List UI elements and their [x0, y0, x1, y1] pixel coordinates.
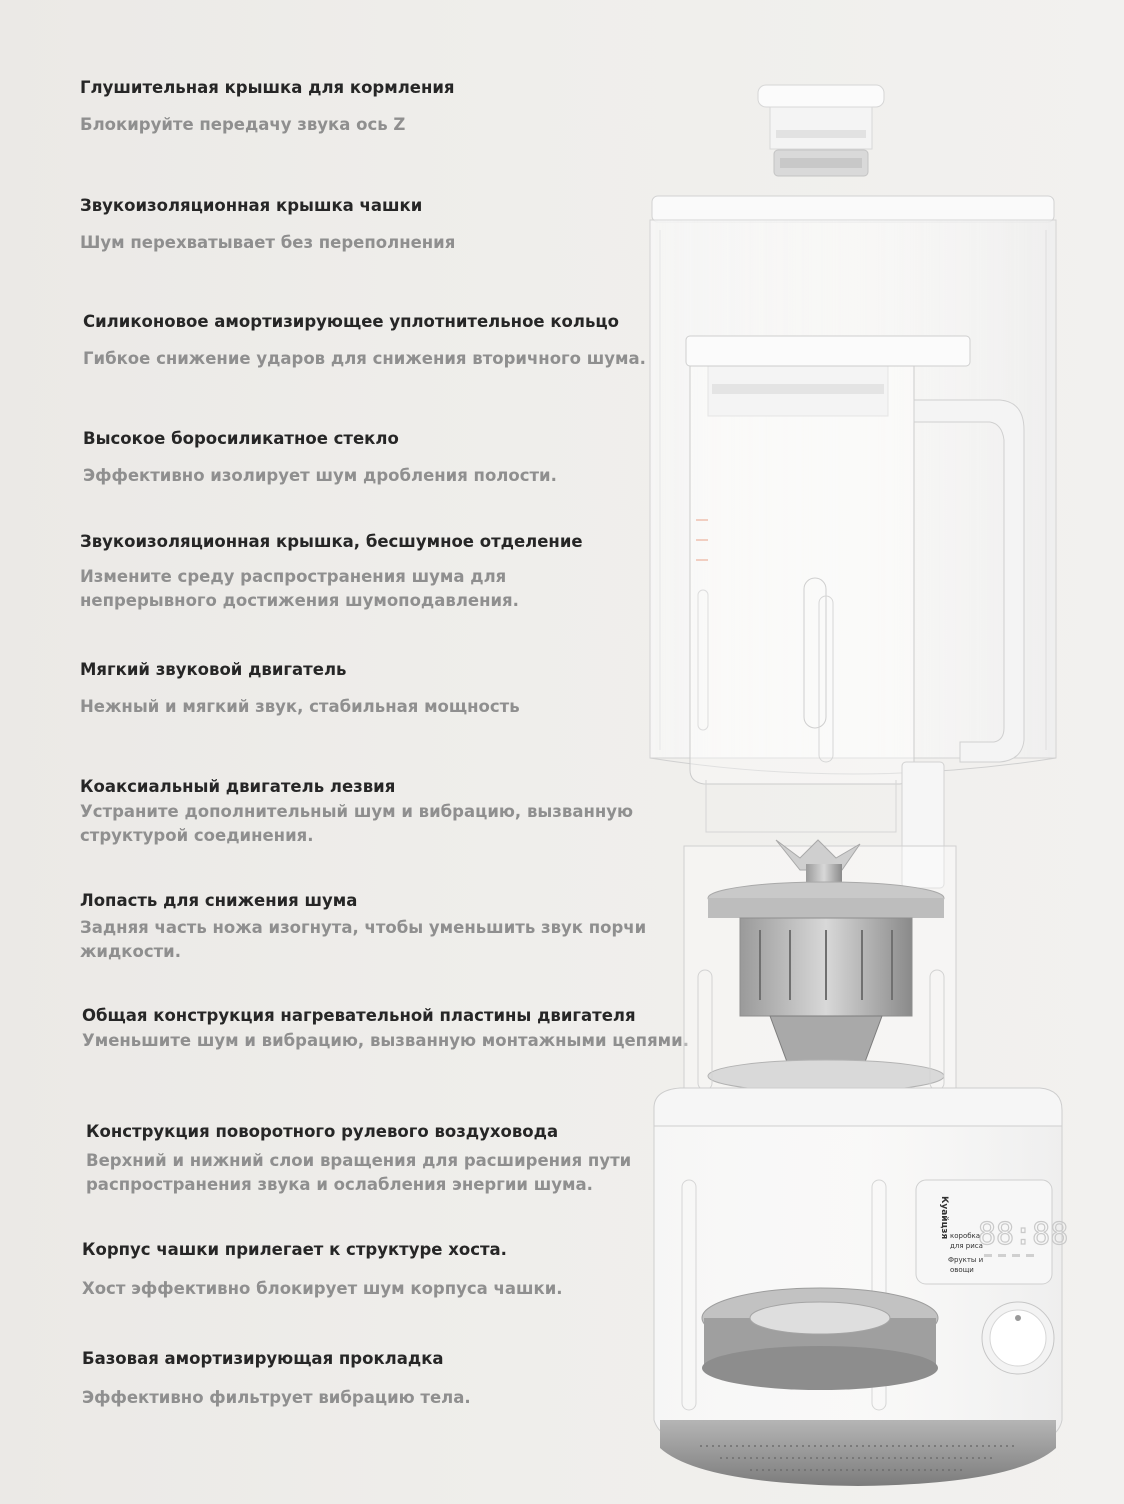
display-digits: 88:88: [978, 1217, 1069, 1252]
feature-title: Силиконовое амортизирующее уплотнительное кольцо: [83, 312, 619, 331]
feature-description: Шум перехватывает без переполнения: [80, 233, 456, 252]
feature-description: Нежный и мягкий звук, стабильная мощность: [80, 697, 520, 716]
display-mode-line3: Фрукты и: [948, 1256, 984, 1264]
motor-base: [654, 1088, 1062, 1486]
feature-description-line2: структурой соединения.: [80, 826, 314, 845]
feature-description: Уменьшите шум и вибрацию, вызванную монтажными цепями.: [82, 1031, 689, 1050]
feature-title: Коаксиальный двигатель лезвия: [80, 777, 396, 796]
feature-title: Звукоизоляционная крышка чашки: [80, 196, 423, 215]
feature-title: Лопасть для снижения шума: [80, 891, 358, 910]
feature-cup-body: [82, 1239, 682, 1301]
feature-title: Глушительная крышка для кормления: [80, 78, 455, 97]
feature-description-line2: непрерывного достижения шумоподавления.: [80, 591, 519, 610]
feature-title: Высокое боросиликатное стекло: [83, 429, 399, 448]
control-display: [916, 1180, 1068, 1284]
feature-description: Блокируйте передачу звука ось Z: [80, 115, 406, 134]
feature-heating-plate: [82, 1005, 689, 1053]
feature-description-line2: жидкости.: [80, 942, 182, 961]
feature-description: Устраните дополнительный шум и вибрацию, вызванную: [80, 802, 634, 821]
feature-base-pad: [82, 1348, 682, 1410]
display-mode-line2: для риса: [950, 1242, 983, 1250]
feature-air-duct: [86, 1121, 686, 1197]
blade-motor-assembly: [684, 840, 956, 1096]
feature-description: Эффективно фильтрует вибрацию тела.: [82, 1388, 471, 1407]
feature-title: Корпус чашки прилегает к структуре хоста.: [82, 1240, 507, 1259]
feature-cup-lid: [80, 195, 680, 255]
feature-silicone-ring: [83, 311, 683, 371]
feature-description: Верхний и нижний слои вращения для расширения пути: [86, 1151, 632, 1170]
feature-title: Звукоизоляционная крышка, бесшумное отделение: [80, 532, 583, 551]
feed-cap: [758, 85, 884, 176]
feature-coaxial-motor: [80, 776, 680, 848]
feature-description-line2: распространения звука и ослабления энергии шума.: [86, 1175, 593, 1194]
feature-noise-blade: [80, 890, 680, 964]
feature-description: Задняя часть ножа изогнута, чтобы уменьшить звук порчи: [80, 918, 647, 937]
feature-silent-compartment: [80, 531, 680, 613]
display-mode-line1: коробка: [950, 1232, 981, 1240]
feature-title: Конструкция поворотного рулевого воздуховода: [86, 1122, 559, 1141]
feature-description: Эффективно изолирует шум дробления полости.: [83, 466, 557, 485]
feature-feed-lid: [80, 77, 680, 137]
feature-description: Гибкое снижение ударов для снижения вторичного шума.: [83, 349, 646, 368]
display-vertical-label: Куайцзя: [939, 1196, 949, 1240]
feature-borosilicate-glass: [83, 428, 683, 488]
feature-description: Измените среду распространения шума для: [80, 567, 507, 586]
blender-exploded-view: [640, 70, 1080, 1490]
feature-title: Базовая амортизирующая прокладка: [82, 1349, 444, 1368]
feature-title: Общая конструкция нагревательной пластины двигателя: [82, 1006, 636, 1025]
feature-soft-motor: [80, 659, 680, 719]
feature-title: Мягкий звуковой двигатель: [80, 660, 347, 679]
display-mode-line4: овощи: [950, 1266, 974, 1274]
feature-description: Хост эффективно блокирует шум корпуса чашки.: [82, 1279, 563, 1298]
